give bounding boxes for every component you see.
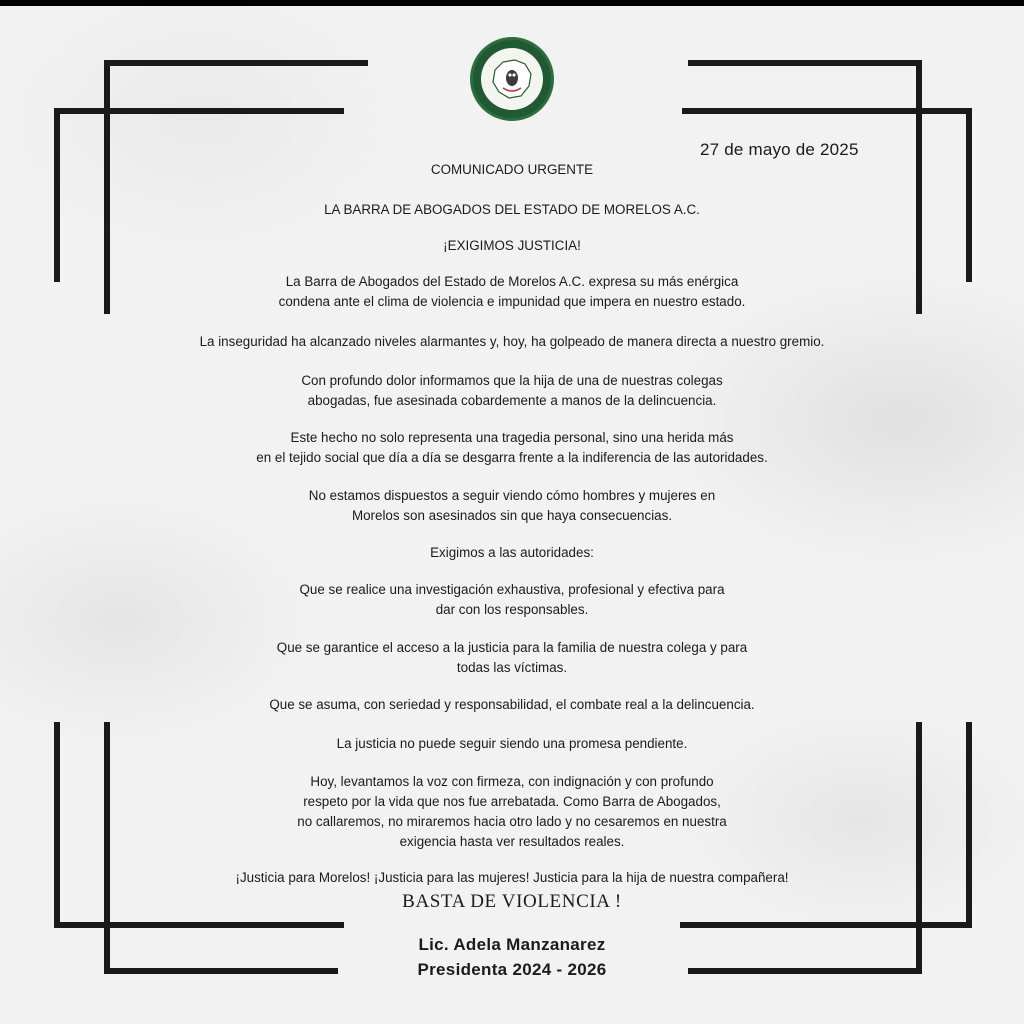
- statement-paragraph: [120, 332, 904, 352]
- heading: COMUNICADO URGENTE: [430, 162, 594, 177]
- paragraph-line: Con profundo dolor informamos que la hija de una de nuestras colegas: [301, 373, 723, 388]
- frame-bar: [54, 722, 60, 928]
- paragraph-line: Este hecho no solo representa una tragedia personal, sino una herida más: [290, 430, 734, 445]
- bar-association-seal-icon: [470, 37, 554, 121]
- frame-bar: [54, 108, 344, 114]
- statement-paragraph: [120, 371, 904, 411]
- statement-paragraph: [120, 868, 904, 888]
- frame-bar: [54, 922, 344, 928]
- paragraph-line: abogadas, fue asesinada cobardemente a manos de la delincuencia.: [307, 393, 717, 408]
- frame-bar: [916, 722, 922, 974]
- paragraph-line: Que se realice una investigación exhaustiva, profesional y efectiva para: [299, 582, 725, 597]
- paragraph-line: Que se garantice el acceso a la justicia para la familia de nuestra colega y para: [276, 640, 748, 655]
- paragraph-line: ¡Justicia para Morelos! ¡Justicia para las mujeres! Justicia para la hija de nuestra compañera!: [235, 870, 789, 885]
- statement-paragraph: [120, 272, 904, 312]
- statement-paragraph: [120, 695, 904, 715]
- frame-bar: [104, 60, 110, 314]
- paragraph-line: dar con los responsables.: [435, 602, 589, 617]
- frame-bar: [916, 60, 922, 314]
- frame-bar: [54, 108, 60, 282]
- statement-paragraph: [120, 486, 904, 526]
- paragraph-line: en el tejido social que día a día se desgarra frente a la indiferencia de las autoridades.: [256, 450, 768, 465]
- statement-paragraph: [120, 428, 904, 468]
- slogan: ¡EXIGIMOS JUSTICIA!: [443, 238, 581, 253]
- paragraph-line: todas las víctimas.: [456, 660, 568, 675]
- frame-bar: [966, 722, 972, 928]
- paragraph-line: Que se asuma, con seriedad y responsabilidad, el combate real a la delincuencia.: [269, 697, 755, 712]
- signature-title: Presidenta 2024 - 2026: [417, 960, 607, 979]
- paragraph-line: La inseguridad ha alcanzado niveles alarmantes y, hoy, ha golpeado de manera directa a nuestro gremio.: [199, 334, 825, 349]
- paragraph-line: No estamos dispuestos a seguir viendo cómo hombres y mujeres en: [308, 488, 716, 503]
- frame-bar: [682, 108, 972, 114]
- paragraph-line: Exigimos a las autoridades:: [430, 545, 594, 560]
- paragraph-line: condena ante el clima de violencia e impunidad que impera en nuestro estado.: [278, 294, 746, 309]
- paragraph-line: La justicia no puede seguir siendo una promesa pendiente.: [336, 736, 688, 751]
- frame-bar: [104, 722, 110, 974]
- frame-bar: [688, 60, 922, 66]
- paragraph-line: respeto por la vida que nos fue arrebatada. Como Barra de Abogados,: [303, 794, 721, 809]
- statement-paragraph: [120, 772, 904, 852]
- statement-paragraph: [120, 734, 904, 754]
- frame-bar: [966, 108, 972, 282]
- document-date: 27 de mayo de 2025: [700, 140, 859, 159]
- organization-name: LA BARRA DE ABOGADOS DEL ESTADO DE MORELOS A.C.: [324, 202, 700, 217]
- top-border-strip: [0, 0, 1024, 6]
- paragraph-line: no callaremos, no miraremos hacia otro lado y no cesaremos en nuestra: [297, 814, 727, 829]
- statement-paragraph: [120, 543, 904, 563]
- frame-bar: [680, 922, 972, 928]
- paragraph-line: Hoy, levantamos la voz con firmeza, con indignación y con profundo: [310, 774, 714, 789]
- statement-paragraph: [120, 580, 904, 620]
- closing-slogan: BASTA DE VIOLENCIA !: [402, 891, 622, 912]
- paragraph-line: La Barra de Abogados del Estado de Morelos A.C. expresa su más enérgica: [285, 274, 739, 289]
- signature-name: Lic. Adela Manzanarez: [418, 935, 606, 954]
- paragraph-line: exigencia hasta ver resultados reales.: [399, 834, 625, 849]
- frame-bar: [104, 60, 368, 66]
- statement-paragraph: [120, 638, 904, 678]
- paragraph-line: Morelos son asesinados sin que haya consecuencias.: [351, 508, 673, 523]
